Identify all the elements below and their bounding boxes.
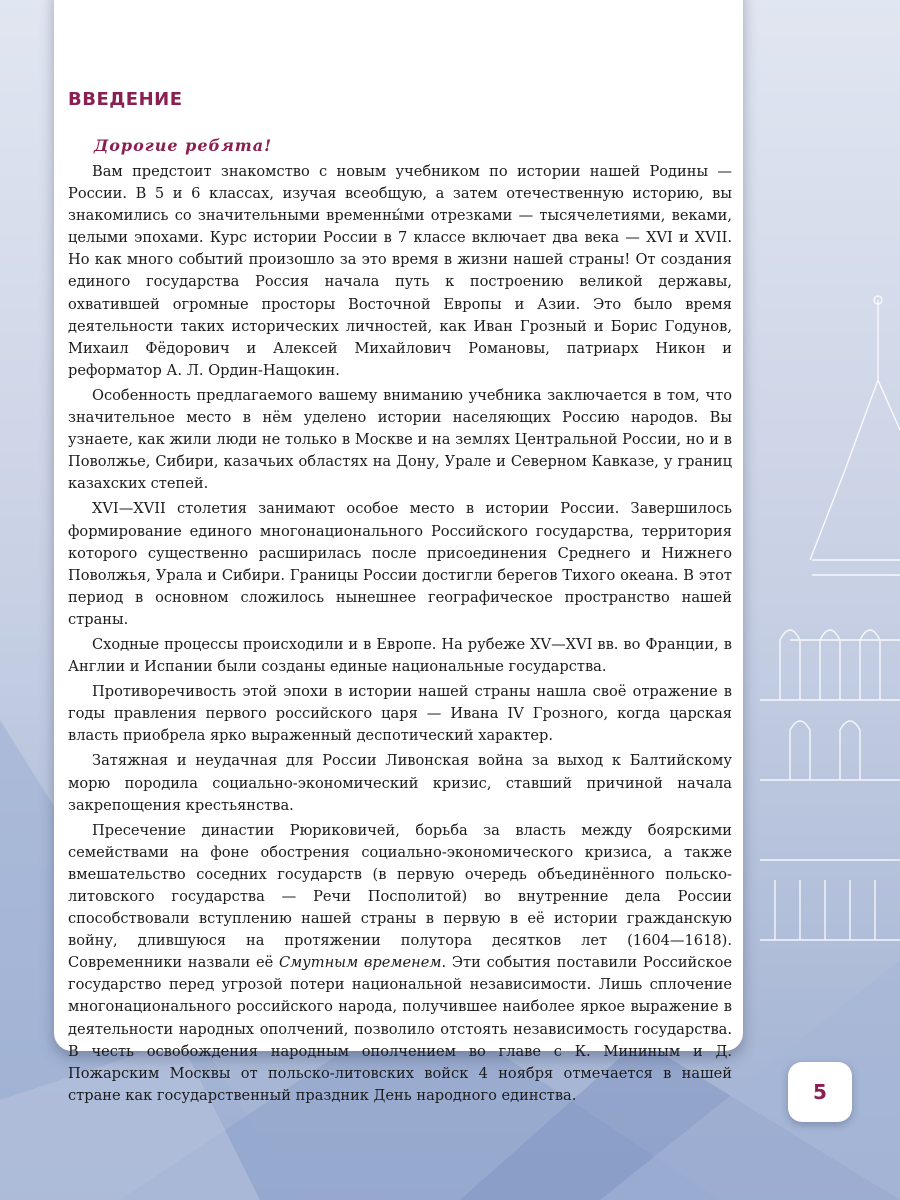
section-heading: ВВЕДЕНИЕ [68, 89, 183, 110]
page-content [68, 88, 732, 1110]
paragraph-4: Сходные процессы происходили и в Европе. На рубеже XV—XVI вв. во Франции, в Англии и Испании были созданы единые национальные государства. [68, 635, 732, 676]
italic-term: Смутным временем [279, 954, 442, 972]
greeting: Дорогие ребята! [94, 136, 273, 155]
paragraph-2: Особенность предлагаемого вашему вниманию учебника заключается в том, что значительное место в нём уделено истории населяющих Россию народов. Вы узнаете, как жили люди не только в Москве и на землях Центральной России, но и в Поволжье, Сибири, казачьих областях на Дону, Урале и Северном Кавказе, у границ казахских степей. [68, 386, 732, 493]
page-number-badge [788, 1062, 852, 1122]
paragraph-3: XVI—XVII столетия занимают особое место в истории России. Завершилось формирование единого многонационального Российского государства, территория которого существенно расширилась после присоединения Среднего и Нижнего Поволжья, Урала и Сибири. Границы России достигли берегов Тихого океана. В этот период в основном сложилось нынешнее географическое пространство нашей страны. [68, 500, 732, 628]
paragraph-7-end: . Эти события поставили Российское государство перед угрозой потери национальной независимости. Лишь сплочение многонационального российского народа, получившее наиболее яркое выражение в деятельности народных ополчений, позволило отстоять независимость государства. В честь освобождения народным ополчением во главе с К. Мининым и Д. Пожарским Москвы от польско-литовских войск 4 ноября отмечается в нашей стране как государственный праздник День народного единства. [68, 954, 732, 1104]
page-number: 5 [813, 1080, 827, 1104]
paragraph-5: Противоречивость этой эпохи в истории нашей страны нашла своё отражение в годы правления первого российского царя — Ивана IV Грозного, когда царская власть приобрела ярко выраженный деспотический характер. [68, 683, 732, 745]
paragraph-6: Затяжная и неудачная для России Ливонская война за выход к Балтийскому морю породила социально-экономический кризис, ставший причиной начала закрепощения крестьянства. [68, 752, 732, 814]
paragraph-7 [68, 820, 732, 1107]
paragraph-7-start: Пресечение династии Рюриковичей, борьба за власть между боярскими семействами на фоне обострения социально-экономического кризиса, а также вмешательство соседних государств (в первую очередь объединённого польско-литовского государства — Речи Посполитой) во внутренние дела России способствовали вступлению нашей страны в первую в её истории гражданскую войну, длившуюся на протяжении полутора десятков лет (1604—1618). Современники назвали её [68, 821, 732, 972]
paragraph-1: Вам предстоит знакомство с новым учебником по истории нашей Родины — России. В 5 и 6 классах, изучая всеобщую, а затем отечественную историю, вы знакомились со значительными временны́ми отрезками — тысячелетиями, веками, целыми эпохами. Курс истории России в 7 классе включает два века — XVI и XVII. Но как много событий произошло за это время в жизни нашей страны! От создания единого государства Россия начала путь к построению великой державы, охватившей огромные просторы Восточной Европы и Азии. Это было время деятельности таких исторических личностей, как Иван Грозный и Борис Годунов, Михаил Фёдорович и Алексей Михайлович Романовы, патриарх Никон и реформатор А. Л. Ордин-Нащокин. [68, 163, 732, 379]
